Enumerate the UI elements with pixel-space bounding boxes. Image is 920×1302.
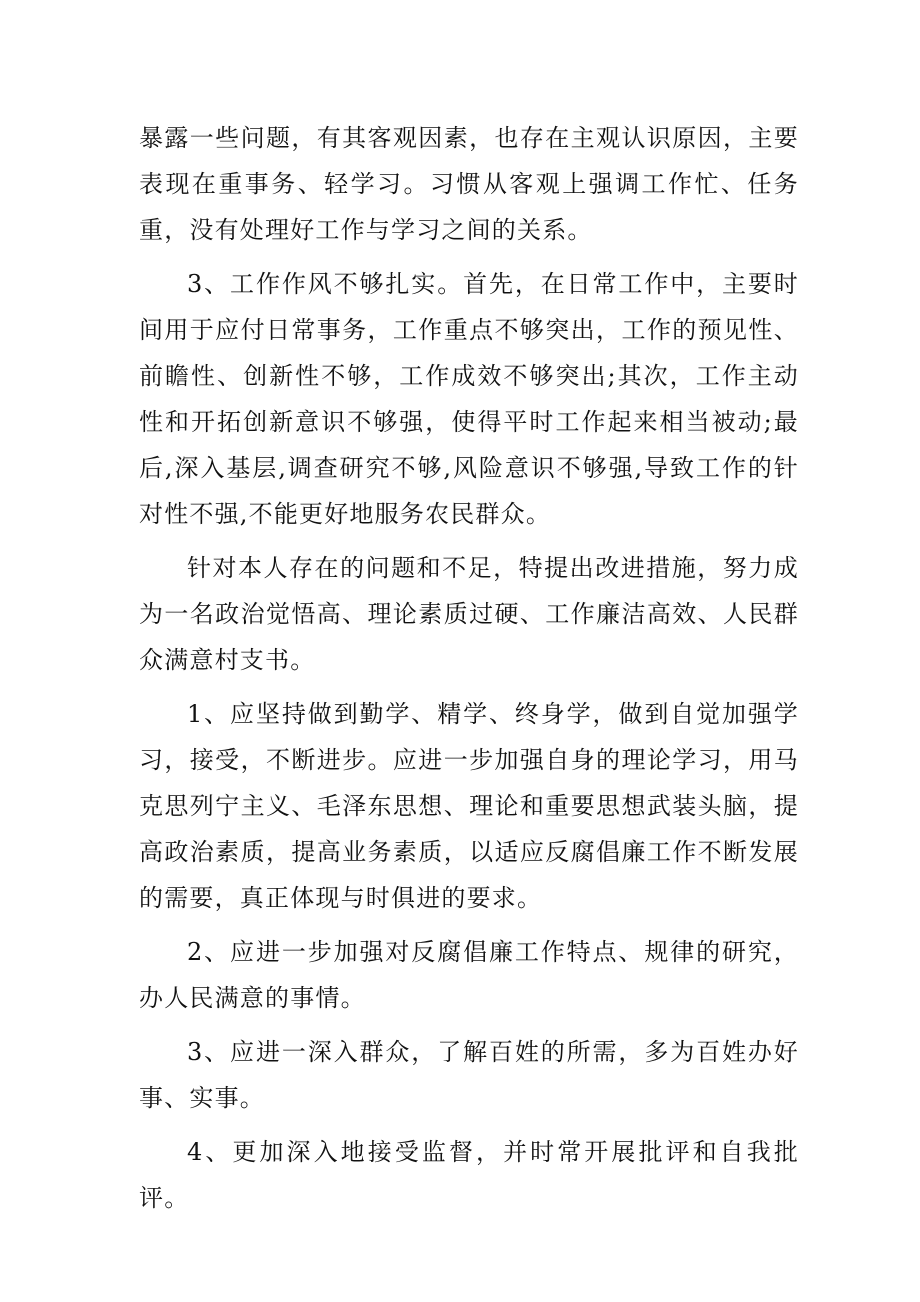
paragraph-improvement-intro: 针对本人存在的问题和不足，特提出改进措施，努力成为一名政治觉悟高、理论素质过硬、工作廉洁高效、人民群众满意村支书。 — [139, 554, 799, 674]
paragraph-measure-1: 1、应坚持做到勤学、精学、终身学，做到自觉加强学习，接受，不断进步。应进一步加强自身的理论学习，用马克思列宁主义、毛泽东思想、理论和重要思想武装头脑，提高政治素质，提高业务素质，以适应反腐倡廉工作不断发展的需要，真正体现与时俱进的要求。 — [139, 700, 799, 912]
paragraph-continued: 暴露一些问题，有其客观因素，也存在主观认识原因，主要表现在重事务、轻学习。习惯从客观上强调工作忙、任务重，没有处理好工作与学习之间的关系。 — [139, 124, 799, 244]
paragraph-work-style: 3、工作作风不够扎实。首先，在日常工作中，主要时间用于应付日常事务，工作重点不够突出，工作的预见性、前瞻性、创新性不够，工作成效不够突出;其次，工作主动性和开拓创新意识不够强，使得平时工作起来相当被动;最后,深入基层,调查研究不够,风险意识不够强,导致工作的针对性不强,不能更好地服务农民群众。 — [139, 270, 799, 528]
paragraph-measure-2: 2、应进一步加强对反腐倡廉工作特点、规律的研究，办人民满意的事情。 — [139, 938, 799, 1012]
paragraph-measure-4: 4、更加深入地接受监督，并时常开展批评和自我批评。 — [139, 1138, 799, 1212]
document-body — [139, 115, 799, 1229]
paragraph-measure-3: 3、应进一深入群众，了解百姓的所需，多为百姓办好事、实事。 — [139, 1038, 799, 1112]
